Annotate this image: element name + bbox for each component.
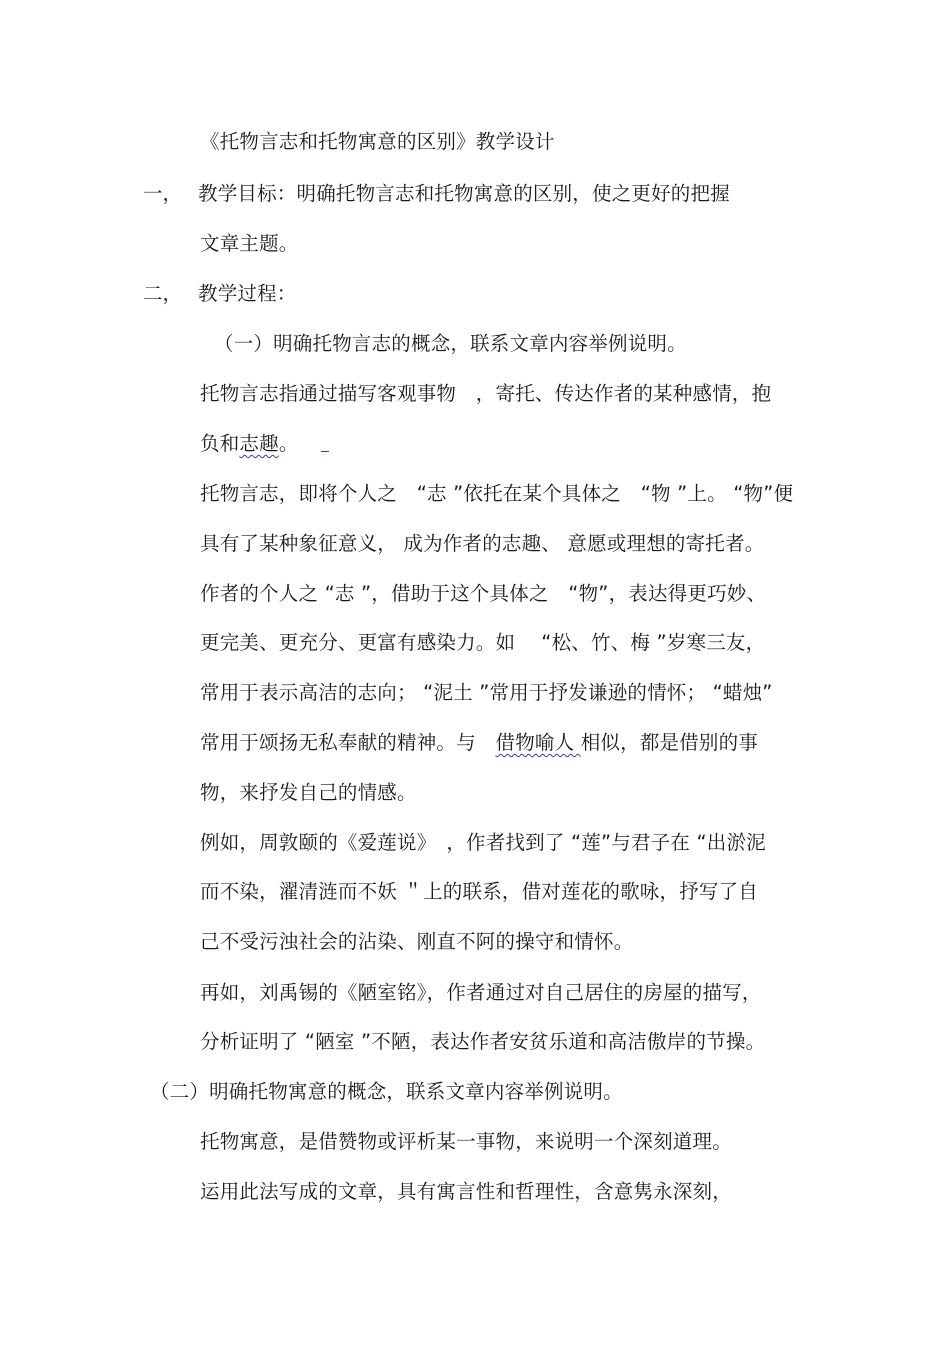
part-1-p1-line-1: 托物言志指通过描写客观事物 ，寄托、传达作者的某种感情，抱 <box>200 382 772 405</box>
section-1-objective-line-2: 文章主题。 <box>200 232 299 255</box>
part-1-p4-line-1: 再如，刘禹锡的《陋室铭》，作者通过对自己居住的房屋的描写， <box>200 981 762 1004</box>
part-1-p2-line-3: 作者的个人之 “志 ”，借助于这个具体之 “物”，表达得更巧妙、 <box>200 582 767 605</box>
section-1-number: 一， <box>143 182 183 205</box>
text-span: 负和 <box>200 432 240 455</box>
part-1-p2-line-5: 常用于表示高洁的志向； “泥土 ”常用于抒发谦逊的情怀； “蜡烛” <box>200 681 773 704</box>
section-1-objective-line-1: 教学目标：明确托物言志和托物寓意的区别，使之更好的把握 <box>198 182 730 205</box>
part-1-p2-line-1: 托物言志，即将个人之 “志 ”依托在某个具体之 “物 ”上。 “物”便 <box>200 482 794 505</box>
underline-mark <box>321 451 329 452</box>
part-1-p2-line-4: 更完美、更充分、更富有感染力。如 “松、竹、梅 ”岁寒三友， <box>200 631 766 654</box>
text-span: 相似，都是借别的事 <box>580 731 759 754</box>
part-1-heading: （一）明确托物言志的概念，联系文章内容举例说明。 <box>214 332 687 355</box>
underlined-term: 借物喻人 <box>495 731 581 754</box>
part-2-p1-line-2: 运用此法写成的文章，具有寓言性和哲理性，含意隽永深刻， <box>200 1180 732 1203</box>
underlined-term: 志趣 <box>239 432 279 455</box>
part-1-p3-line-3: 己不受污浊社会的沾染、刚直不阿的操守和情怀。 <box>200 930 634 953</box>
part-1-p4-line-2: 分析证明了 “陋室 ”不陋，表达作者安贫乐道和高洁傲岸的节操。 <box>200 1030 766 1053</box>
part-1-p2-line-7: 物，来抒发自己的情感。 <box>200 781 417 804</box>
part-1-p2-line-2: 具有了某种象征意义， 成为作者的志趣、 意愿或理想的寄托者。 <box>200 532 765 555</box>
document-title: 《托物言志和托物寓意的区别》教学设计 <box>200 130 555 153</box>
text-span: 常用于颂扬无私奉献的精神。与 <box>200 731 496 754</box>
part-1-p2-line-6 <box>200 730 758 756</box>
section-2-number: 二， <box>143 282 183 305</box>
section-2-heading: 教学过程： <box>198 282 297 305</box>
part-2-heading: （二）明确托物寓意的概念，联系文章内容举例说明。 <box>150 1080 623 1103</box>
part-1-p3-line-1: 例如，周敦颐的《爱莲说》 ，作者找到了 “莲”与君子在 “出淤泥 <box>200 831 766 854</box>
part-1-p1-line-2 <box>200 431 329 457</box>
text-span: 。 <box>278 432 299 455</box>
part-1-p3-line-2: 而不染，濯清涟而不妖 ＂上的联系，借对莲花的歌咏，抒写了自 <box>200 880 758 903</box>
part-2-p1-line-1: 托物寓意，是借赞物或评析某一事物，来说明一个深刻道理。 <box>200 1130 732 1153</box>
